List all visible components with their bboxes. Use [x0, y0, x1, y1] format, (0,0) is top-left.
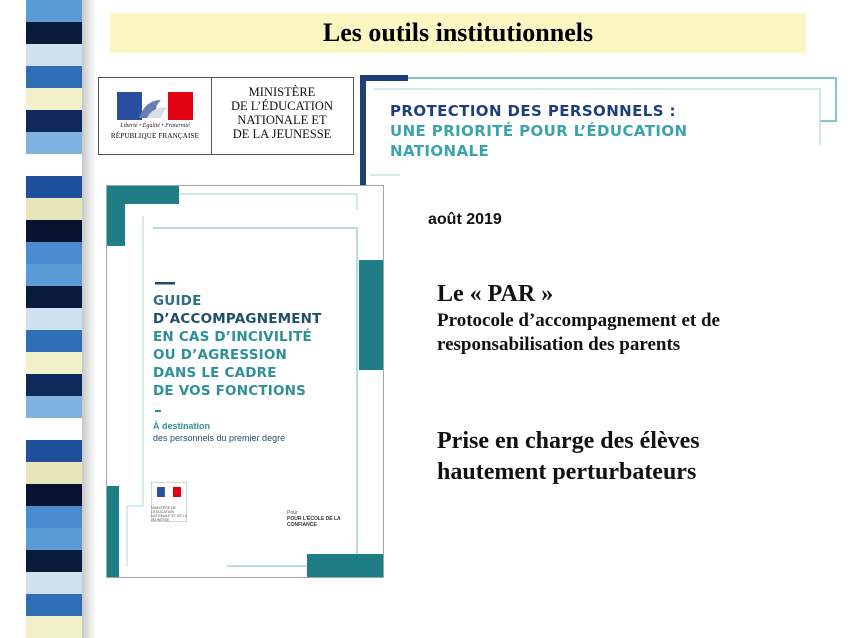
stripe-segment — [26, 198, 82, 220]
ministry-line: MINISTÈRE — [248, 85, 316, 99]
stripe-segment — [26, 44, 82, 66]
stripe-segment — [26, 286, 82, 308]
par-description-line: Protocole d’accompagnement et de — [437, 310, 720, 331]
ministry-line: DE L’ÉDUCATION — [231, 99, 333, 113]
stripe-segment — [26, 264, 82, 286]
protection-line: UNE PRIORITÉ POUR L’ÉDUCATION — [390, 122, 688, 140]
protection-line: PROTECTION DES PERSONNELS : — [390, 102, 676, 120]
stripe-shadow — [82, 0, 96, 638]
guide-title-line: DE VOS FONCTIONS — [153, 383, 307, 399]
stripe-segment — [26, 440, 82, 462]
stripe-segment — [26, 594, 82, 616]
stripe-segment — [26, 132, 82, 154]
republic-emblem — [99, 78, 212, 154]
stripe-segment — [26, 418, 82, 440]
stripe-segment — [26, 330, 82, 352]
prise-line: Prise en charge des élèves — [437, 428, 700, 454]
ecole-small: Pour — [287, 510, 298, 516]
stripe-segment — [26, 22, 82, 44]
stripe-segment — [26, 374, 82, 396]
stripe-segment — [26, 242, 82, 264]
ecole-main: POUR L’ÉCOLE DE LA CONFIANCE — [287, 516, 341, 528]
stripe-segment — [26, 616, 82, 638]
ecole-confiance-logo — [287, 510, 367, 528]
guide-subtitle-line: des personnels du premier degré — [153, 433, 286, 443]
stripe-segment — [26, 176, 82, 198]
stripe-segment — [26, 308, 82, 330]
ministry-logo — [98, 77, 354, 155]
stripe-segment — [26, 550, 82, 572]
marianne-flag-icon — [117, 92, 193, 120]
stripe-segment — [26, 110, 82, 132]
stripe-segment — [26, 506, 82, 528]
ministry-name — [212, 85, 352, 141]
stripe-segment — [26, 396, 82, 418]
slide-title: Les outils institutionnels — [110, 13, 806, 53]
stripe-segment — [26, 572, 82, 594]
mini-ministry-text: MINISTÈRE DE L’ÉDUCATION NATIONALE ET DE LA JEUNESSE — [151, 506, 187, 522]
par-section — [437, 279, 837, 357]
date-label: août 2019 — [428, 211, 502, 228]
par-description-line: responsabilisation des parents — [437, 334, 681, 355]
ministry-line: NATIONALE ET — [237, 113, 327, 127]
prise-line: hautement perturbateurs — [437, 459, 697, 485]
guide-subtitle — [153, 420, 373, 444]
protection-line: NATIONALE — [390, 142, 490, 160]
stripe-segment — [26, 484, 82, 506]
republic-motto: Liberté • Égalité • Fraternité — [120, 123, 190, 129]
guide-subtitle-line: À destination — [153, 421, 211, 431]
decorative-stripe-band — [26, 0, 82, 638]
stripe-segment — [26, 0, 82, 22]
republic-name: RÉPUBLIQUE FRANÇAISE — [110, 132, 200, 140]
protection-banner-text — [390, 101, 810, 161]
guide-title-line: DANS LE CADRE — [153, 365, 277, 381]
guide-title-line: GUIDE — [153, 293, 202, 309]
stripe-segment — [26, 352, 82, 374]
guide-title-line: OU D’AGRESSION — [153, 347, 288, 363]
guide-cover — [106, 185, 384, 578]
par-title: Le « PAR » — [437, 281, 554, 307]
guide-title-line: EN CAS D’INCIVILITÉ — [153, 329, 312, 345]
stripe-segment — [26, 154, 82, 176]
guide-title-line: D’ACCOMPAGNEMENT — [153, 311, 322, 327]
prise-en-charge-section — [437, 426, 837, 488]
stripe-segment — [26, 220, 82, 242]
stripe-segment — [26, 528, 82, 550]
stripe-segment — [26, 462, 82, 484]
stripe-segment — [26, 66, 82, 88]
stripe-segment — [26, 88, 82, 110]
ministry-line: DE LA JEUNESSE — [232, 127, 332, 141]
guide-title — [153, 292, 381, 400]
